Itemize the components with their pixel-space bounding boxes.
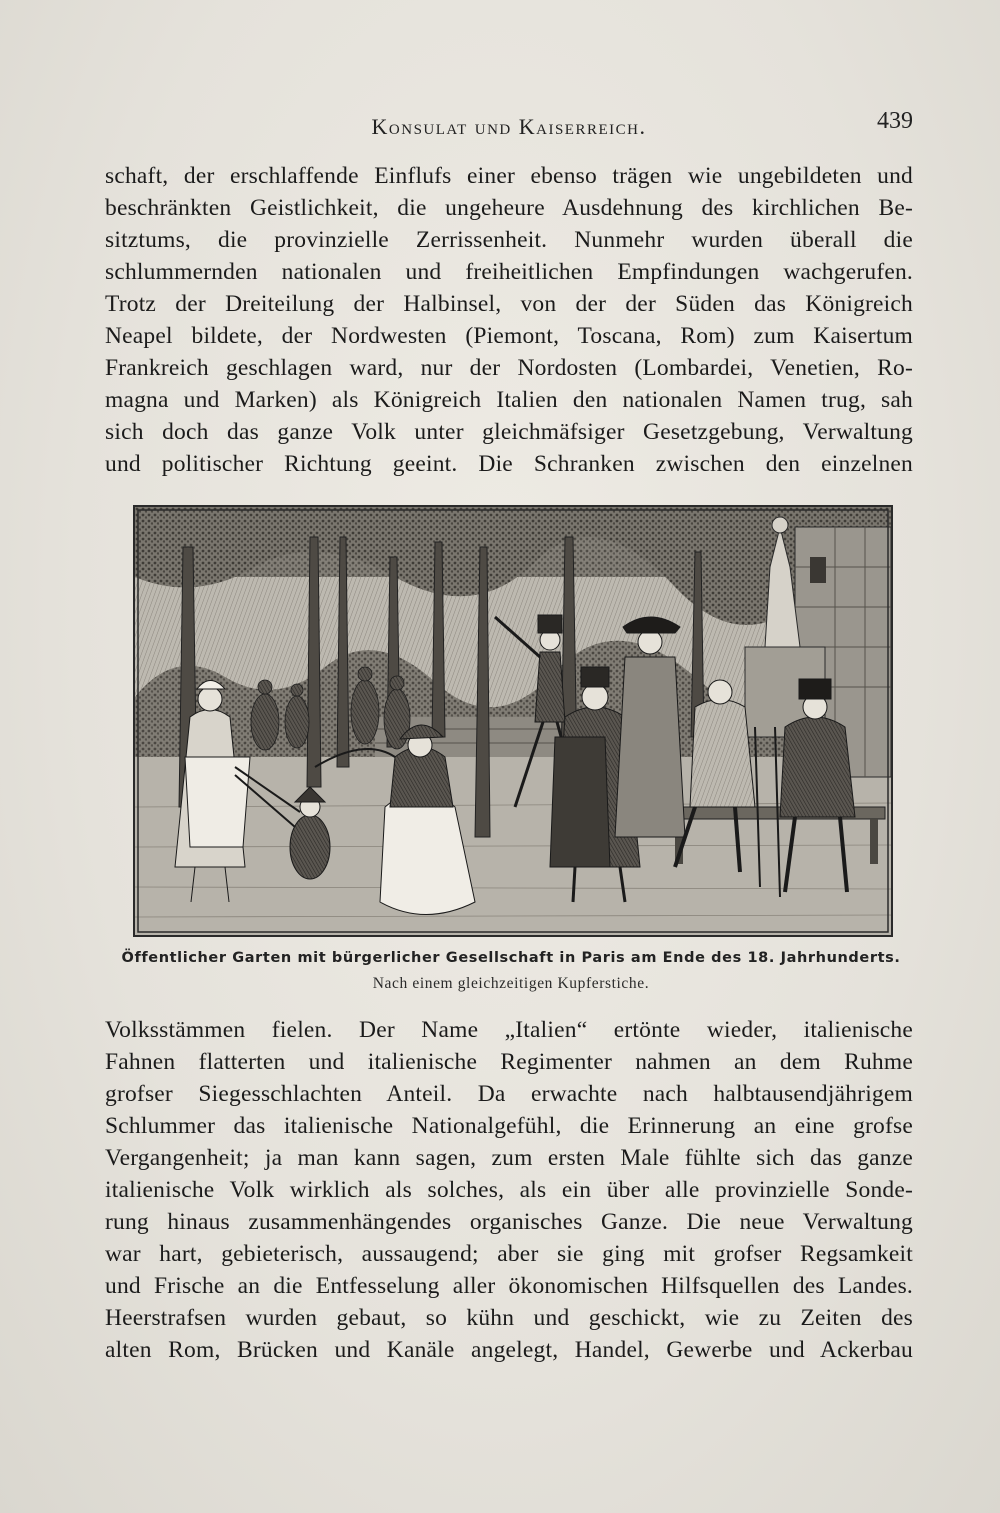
engraving-illustration: [133, 505, 893, 937]
figure-caption: Öffentlicher Garten mit bürgerlicher Gesellschaft in Paris am Ende des 18. Jahrhunderts.: [121, 950, 901, 966]
text-line: Frankreich geschlagen ward, nur der Nordosten (Lombardei, Venetien, Ro-: [105, 355, 913, 381]
garden-scene-engraving: [135, 507, 891, 935]
text-line: Neapel bildete, der Nordwesten (Piemont, Toscana, Rom) zum Kaisertum: [105, 323, 913, 349]
text-line: Fahnen flatterten und italienische Regimenter nahmen an dem Ruhme: [105, 1049, 913, 1075]
text-line: beschränkten Geistlichkeit, die ungeheure Ausdehnung des kirchlichen Be-: [105, 195, 913, 221]
text-line: rung hinaus zusammenhängendes organisches Ganze. Die neue Verwaltung: [105, 1209, 913, 1235]
text-line: sich doch das ganze Volk unter gleichmäfsiger Gesetzgebung, Verwaltung: [105, 419, 913, 445]
text-line: italienische Volk wirklich als solches, als ein über alle provinzielle Sonde-: [105, 1177, 913, 1203]
text-line: Trotz der Dreiteilung der Halbinsel, von der der Süden das Königreich: [105, 291, 913, 317]
page-number: 439: [877, 108, 913, 134]
text-line: und Frische an die Entfesselung aller ökonomischen Hilfsquellen des Landes.: [105, 1273, 913, 1299]
text-line: Vergangenheit; ja man kann sagen, zum ersten Male fühlte sich das ganze: [105, 1145, 913, 1171]
text-line: alten Rom, Brücken und Kanäle angelegt, Handel, Gewerbe und Ackerbau: [105, 1337, 913, 1363]
text-line: sitztums, die provinzielle Zerrissenheit. Nunmehr wurden überall die: [105, 227, 913, 253]
text-line: grofser Siegesschlachten Anteil. Da erwachte nach halbtausendjährigem: [105, 1081, 913, 1107]
figure-source-note: Nach einem gleichzeitigen Kupferstiche.: [372, 975, 650, 992]
text-line: war hart, gebieterisch, aussaugend; aber sie ging mit grofser Regsamkeit: [105, 1241, 913, 1267]
text-line: magna und Marken) als Königreich Italien den nationalen Namen trug, sah: [105, 387, 913, 413]
text-line: und politischer Richtung geeint. Die Schranken zwischen den einzelnen: [105, 451, 913, 477]
paragraph-top: [105, 160, 913, 480]
paragraph-bottom: [105, 1014, 913, 1366]
running-head: Konsulat und Kaiserreich.: [371, 114, 647, 139]
page-header: [105, 108, 913, 148]
text-line: Heerstrafsen wurden gebaut, so kühn und geschickt, wie zu Zeiten des: [105, 1305, 913, 1331]
text-line: Schlummer das italienische Nationalgefühl, die Erinnerung an eine grofse: [105, 1113, 913, 1139]
text-line: schlummernden nationalen und freiheitlichen Empfindungen wachgerufen.: [105, 259, 913, 285]
text-line: Volksstämmen fielen. Der Name „Italien“ ertönte wieder, italienische: [105, 1017, 913, 1043]
text-line: schaft, der erschlaffende Einflufs einer ebenso trägen wie ungebildeten und: [105, 163, 913, 189]
